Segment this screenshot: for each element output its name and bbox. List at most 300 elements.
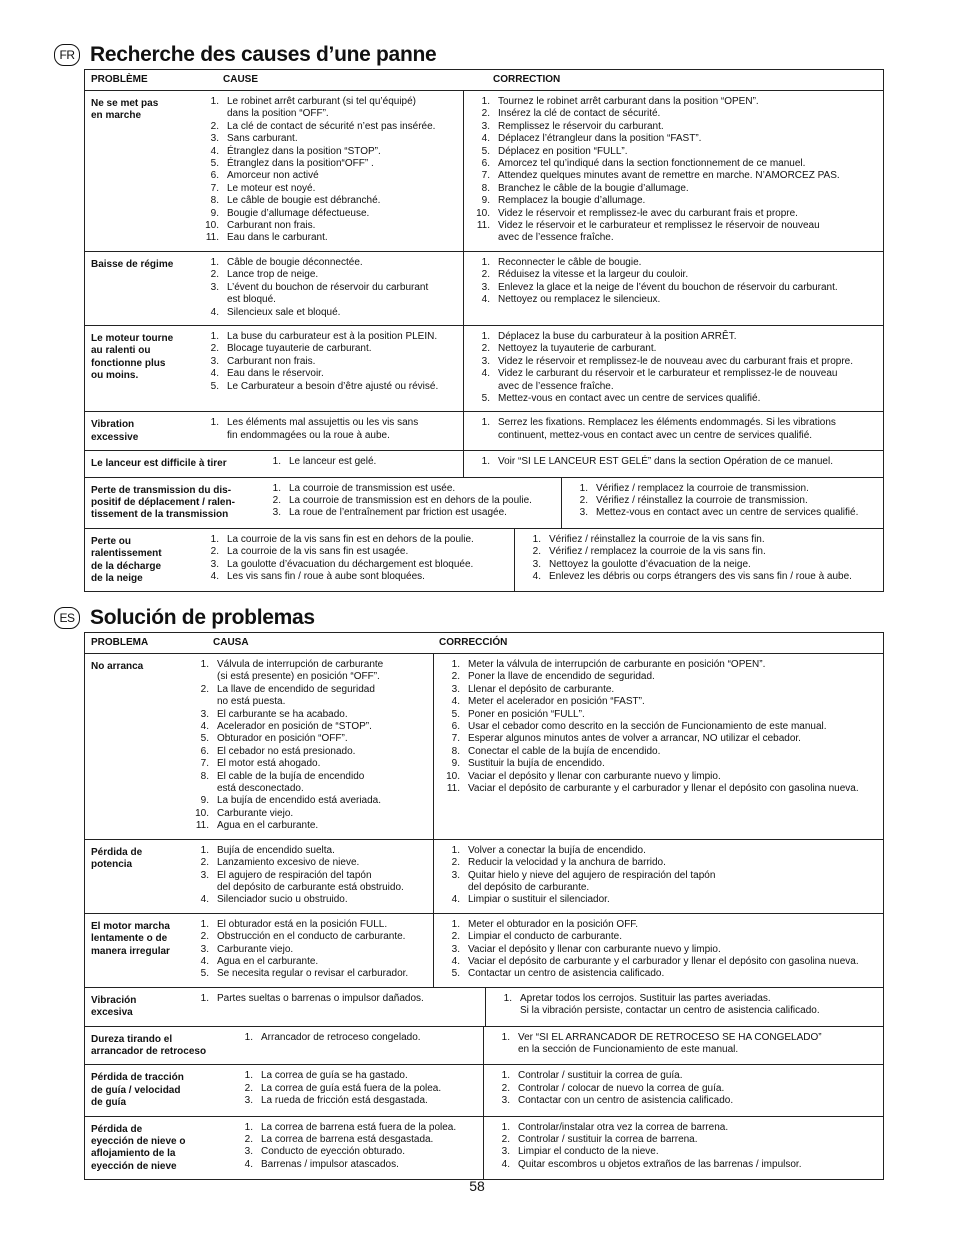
correction-cell bbox=[433, 840, 883, 913]
item-number: 6. bbox=[451, 721, 460, 733]
list-item bbox=[183, 870, 431, 895]
list-item bbox=[464, 356, 881, 368]
list-item bbox=[183, 956, 431, 968]
item-number: 1. bbox=[210, 417, 219, 429]
table-row bbox=[85, 451, 883, 477]
problem-cell: Le moteur tourne au ralenti ou fonctionne plus ou moins. bbox=[91, 332, 174, 382]
table-row bbox=[85, 654, 883, 840]
list-item bbox=[193, 381, 461, 393]
list-item bbox=[434, 709, 881, 721]
item-text: Serrez les fixations. Remplacez les éléments endommagés. Si les vibrations continuent, mettez-vous en contact avec un centre de services qualifié. bbox=[498, 417, 836, 441]
item-number: 3. bbox=[501, 1146, 510, 1158]
list-item bbox=[227, 1134, 481, 1146]
item-text: Reducir la velocidad y la anchura de barrido. bbox=[468, 857, 666, 869]
item-text: Blocage tuyauterie de carburant. bbox=[227, 343, 372, 355]
item-text: La correa de guía se ha gastado. bbox=[261, 1070, 408, 1082]
item-text: Reconnecter le câble de bougie. bbox=[498, 256, 642, 268]
list-item bbox=[193, 269, 461, 281]
item-text: La correa de barrena está fuera de la polea. bbox=[261, 1121, 457, 1133]
item-text: Contactar con un centro de asistencia calificado. bbox=[518, 1095, 734, 1107]
item-text: Étranglez dans la position“OFF” . bbox=[227, 158, 374, 170]
item-number: 8. bbox=[481, 182, 490, 194]
list-item bbox=[464, 133, 881, 145]
list-item bbox=[227, 1122, 481, 1134]
item-text: Meter el acelerador en posición “FAST”. bbox=[468, 696, 645, 708]
item-number: 9. bbox=[481, 195, 490, 207]
item-text: Vaciar el depósito y llenar con carburante nuevo y limpio. bbox=[468, 943, 721, 955]
item-text: Déplacez l’étrangleur dans la position “FAST”. bbox=[498, 133, 702, 145]
item-text: La clé de contact de sécurité n’est pas insérée. bbox=[227, 120, 436, 132]
list-item bbox=[484, 1070, 881, 1082]
item-text: Controlar/instalar otra vez la correa de barrena. bbox=[518, 1121, 729, 1133]
item-number: 2. bbox=[579, 494, 588, 506]
list-item bbox=[515, 559, 881, 571]
item-text: Eau dans le réservoir. bbox=[227, 368, 324, 380]
item-number: 2. bbox=[481, 343, 490, 355]
cause-cell bbox=[193, 252, 463, 325]
item-number: 8. bbox=[210, 195, 219, 207]
list-item bbox=[434, 733, 881, 745]
list-item bbox=[434, 659, 881, 671]
list-item bbox=[193, 546, 512, 558]
item-number: 4. bbox=[210, 571, 219, 582]
item-number: 1. bbox=[210, 330, 219, 342]
list-item bbox=[183, 721, 431, 733]
item-text: Vérifiez / remplacez la courroie de la vis sans fin. bbox=[549, 546, 766, 558]
list-item bbox=[434, 944, 881, 956]
item-text: Branchez le câble de la bougie d’allumage. bbox=[498, 182, 689, 194]
item-number: 4. bbox=[244, 1158, 253, 1170]
item-text: Conducto de eyección obturado. bbox=[261, 1146, 405, 1158]
cause-cell bbox=[255, 451, 463, 476]
list-item bbox=[183, 795, 431, 807]
cause-cell bbox=[193, 529, 514, 592]
list-item bbox=[434, 746, 881, 758]
item-text: Poner en posición “FULL”. bbox=[468, 708, 585, 720]
item-number: 2. bbox=[532, 546, 541, 558]
item-text: Conectar el cable de la bujía de encendido. bbox=[468, 745, 661, 757]
item-text: Esperar algunos minutos antes de volver a arrancar, NO utilizar el cebador. bbox=[468, 733, 801, 745]
item-text: Se necesita regular o revisar el carburador. bbox=[217, 968, 409, 980]
cause-cell bbox=[183, 840, 433, 913]
item-text: Eau dans le carburant. bbox=[227, 232, 328, 244]
list-item bbox=[464, 146, 881, 158]
item-number: 1. bbox=[200, 992, 209, 1004]
header-cause: CAUSA bbox=[213, 637, 249, 648]
list-item bbox=[193, 158, 461, 170]
item-number: 6. bbox=[200, 745, 209, 757]
list-item bbox=[434, 783, 881, 795]
list-item bbox=[183, 931, 431, 943]
item-text: Carburant non frais. bbox=[227, 355, 316, 367]
item-number: 2. bbox=[451, 857, 460, 869]
item-text: Volver a conectar la bujía de encendido. bbox=[468, 844, 646, 856]
item-text: Sustituir la bujía de encendido. bbox=[468, 758, 605, 770]
item-number: 3. bbox=[244, 1146, 253, 1158]
list-item bbox=[227, 1146, 481, 1158]
list-item bbox=[434, 894, 881, 906]
table-header bbox=[85, 70, 883, 91]
item-number: 4. bbox=[481, 368, 490, 380]
list-item bbox=[255, 495, 559, 507]
list-item bbox=[464, 121, 881, 133]
table-row bbox=[85, 1065, 883, 1116]
item-text: Nettoyez la tuyauterie de carburant. bbox=[498, 343, 657, 355]
item-number: 3. bbox=[451, 683, 460, 695]
cause-cell bbox=[255, 478, 561, 528]
list-item bbox=[464, 195, 881, 207]
header-problem: PROBLÈME bbox=[91, 74, 148, 85]
item-number: 3. bbox=[200, 869, 209, 881]
item-number: 7. bbox=[481, 170, 490, 182]
list-item bbox=[464, 257, 881, 269]
item-number: 1. bbox=[244, 1121, 253, 1133]
item-text: Limpiar o sustituir el silenciador. bbox=[468, 894, 610, 906]
item-number: 7. bbox=[210, 182, 219, 194]
item-text: Ver “SI EL ARRANCADOR DE RETROCESO SE HA CONGELADO” en la sección de Funcionamiento de este manual. bbox=[518, 1031, 822, 1055]
item-number: 1. bbox=[481, 417, 490, 429]
correction-cell bbox=[463, 326, 883, 411]
list-item bbox=[434, 845, 881, 857]
item-number: 10. bbox=[205, 220, 219, 232]
item-number: 10. bbox=[476, 207, 490, 219]
list-item bbox=[193, 571, 512, 583]
item-number: 3. bbox=[481, 355, 490, 367]
item-number: 1. bbox=[532, 533, 541, 545]
item-text: Meter la válvula de interrupción de carburante en posición “OPEN”. bbox=[468, 659, 766, 670]
item-number: 4. bbox=[200, 955, 209, 967]
problem-cell: Vibration excessive bbox=[91, 419, 139, 443]
list-item bbox=[434, 771, 881, 783]
list-item bbox=[562, 495, 881, 507]
item-text: Câble de bougie déconnectée. bbox=[227, 256, 363, 268]
item-text: Limpiar el conducto de la nieve. bbox=[518, 1146, 659, 1158]
item-number: 2. bbox=[210, 546, 219, 558]
item-text: El agujero de respiración del tapón del depósito de carburante está obstruido. bbox=[217, 869, 404, 893]
item-text: La correa de barrena está desgastada. bbox=[261, 1134, 434, 1145]
table-row bbox=[85, 412, 883, 451]
item-number: 2. bbox=[244, 1134, 253, 1145]
item-number: 3. bbox=[579, 507, 588, 519]
item-text: Vérifiez / remplacez la courroie de transmission. bbox=[596, 482, 809, 494]
item-number: 2. bbox=[200, 683, 209, 695]
item-number: 5. bbox=[481, 145, 490, 157]
page-number: 58 bbox=[469, 1178, 485, 1194]
cause-cell bbox=[183, 988, 485, 1026]
item-text: Les vis sans fin / roue à aube sont bloquées. bbox=[227, 571, 425, 582]
correction-cell bbox=[463, 252, 883, 325]
item-number: 1. bbox=[501, 1031, 510, 1043]
section-es bbox=[59, 604, 884, 1180]
item-text: Amorcez tel qu’indiqué dans la section fonctionnement de ce manuel. bbox=[498, 158, 806, 170]
item-text: Lance trop de neige. bbox=[227, 269, 319, 281]
item-text: Bougie d’allumage défectueuse. bbox=[227, 207, 370, 219]
list-item bbox=[434, 919, 881, 931]
item-number: 4. bbox=[200, 721, 209, 733]
correction-cell bbox=[483, 1117, 883, 1180]
item-number: 2. bbox=[272, 494, 281, 506]
item-number: 1. bbox=[481, 256, 490, 268]
item-text: La roue de l’entraînement par friction est usagée. bbox=[289, 507, 507, 519]
item-number: 1. bbox=[200, 844, 209, 856]
list-item bbox=[193, 133, 461, 145]
cause-cell bbox=[227, 1027, 483, 1065]
item-text: Silenciador sucio u obstruido. bbox=[217, 894, 348, 906]
table-row bbox=[85, 529, 883, 592]
item-text: Nettoyez ou remplacez le silencieux. bbox=[498, 294, 661, 306]
list-item bbox=[193, 232, 461, 244]
cause-cell bbox=[183, 654, 433, 839]
item-number: 7. bbox=[451, 733, 460, 745]
list-item bbox=[464, 393, 881, 405]
list-item bbox=[464, 269, 881, 281]
item-number: 3. bbox=[451, 869, 460, 881]
item-text: La courroie de la vis sans fin est en dehors de la poulie. bbox=[227, 533, 474, 545]
item-text: La rueda de fricción está desgastada. bbox=[261, 1095, 428, 1107]
item-text: Obturador en posición “OFF”. bbox=[217, 733, 348, 745]
list-item bbox=[193, 183, 461, 195]
item-number: 1. bbox=[501, 1070, 510, 1082]
item-number: 4. bbox=[451, 894, 460, 906]
list-item bbox=[484, 1083, 881, 1095]
problem-cell: No arranca bbox=[91, 661, 144, 672]
header-correction: CORRECTION bbox=[493, 74, 561, 85]
list-item bbox=[464, 108, 881, 120]
list-item bbox=[183, 968, 431, 980]
list-item bbox=[193, 146, 461, 158]
correction-cell bbox=[514, 529, 883, 592]
list-item bbox=[183, 845, 431, 857]
item-text: Enlevez la glace et la neige de l’évent du bouchon de réservoir du carburant. bbox=[498, 281, 838, 293]
list-item bbox=[183, 709, 431, 721]
item-number: 4. bbox=[210, 145, 219, 157]
list-item bbox=[193, 220, 461, 232]
item-text: Le lanceur est gelé. bbox=[289, 456, 377, 468]
item-number: 5. bbox=[210, 380, 219, 392]
correction-cell bbox=[463, 412, 883, 450]
list-item bbox=[484, 1159, 881, 1171]
list-item bbox=[193, 368, 461, 380]
item-number: 2. bbox=[451, 931, 460, 943]
item-text: Controlar / colocar de nuevo la correa de guía. bbox=[518, 1082, 725, 1094]
cause-cell bbox=[183, 914, 433, 987]
list-item bbox=[193, 257, 461, 269]
item-text: Tournez le robinet arrêt carburant dans la position “OPEN”. bbox=[498, 96, 759, 107]
list-item bbox=[193, 195, 461, 207]
item-text: Agua en el carburante. bbox=[217, 955, 319, 967]
section-title-bar bbox=[59, 41, 884, 69]
list-item bbox=[183, 820, 431, 832]
list-item bbox=[255, 507, 559, 519]
item-text: El obturador está en la posición FULL. bbox=[217, 918, 388, 930]
section-title-fr: Recherche des causes d’une panne bbox=[90, 43, 437, 66]
problem-cell: Perte de transmission du dis- positif de déplacement / ralen- tissement de la transmission bbox=[91, 484, 235, 521]
problem-cell: Pérdida de potencia bbox=[91, 846, 143, 871]
list-item bbox=[484, 1134, 881, 1146]
item-number: 4. bbox=[451, 955, 460, 967]
item-number: 8. bbox=[451, 745, 460, 757]
item-text: Acelerador en posición de “STOP”. bbox=[217, 721, 372, 733]
item-number: 7. bbox=[200, 758, 209, 770]
table-row bbox=[85, 914, 883, 988]
item-number: 4. bbox=[451, 696, 460, 708]
list-item bbox=[434, 684, 881, 696]
item-number: 2. bbox=[210, 120, 219, 132]
item-text: Le câble de bougie est débranché. bbox=[227, 195, 381, 207]
item-number: 2. bbox=[481, 108, 490, 120]
list-item bbox=[484, 1032, 881, 1057]
item-number: 5. bbox=[451, 968, 460, 980]
item-text: Remplacez la bougie d’allumage. bbox=[498, 195, 646, 207]
list-item bbox=[484, 1095, 881, 1107]
item-text: Lanzamiento excesivo de nieve. bbox=[217, 857, 360, 869]
list-item bbox=[484, 1146, 881, 1158]
header-correction: CORRECCIÓN bbox=[439, 637, 508, 648]
correction-cell bbox=[483, 1027, 883, 1065]
item-text: La courroie de transmission est en dehors de la poulie. bbox=[289, 494, 532, 506]
section-title-es: Solución de problemas bbox=[90, 606, 315, 629]
list-item bbox=[434, 696, 881, 708]
item-text: Étranglez dans la position “STOP”. bbox=[227, 145, 381, 157]
item-number: 4. bbox=[532, 571, 541, 582]
item-number: 1. bbox=[210, 96, 219, 107]
table-row bbox=[85, 326, 883, 412]
item-text: Llenar el depósito de carburante. bbox=[468, 683, 615, 695]
table-row bbox=[85, 478, 883, 529]
item-text: Enlevez les débris ou corps étrangers des vis sans fin / roue à aube. bbox=[549, 571, 852, 582]
list-item bbox=[183, 857, 431, 869]
cause-cell bbox=[227, 1065, 483, 1115]
item-number: 1. bbox=[481, 330, 490, 342]
cause-cell bbox=[193, 91, 463, 251]
list-item bbox=[464, 417, 881, 442]
item-number: 1. bbox=[200, 918, 209, 930]
item-text: Remplissez le réservoir du carburant. bbox=[498, 120, 664, 132]
item-text: Amorceur non activé bbox=[227, 170, 319, 182]
list-item bbox=[255, 483, 559, 495]
correction-cell bbox=[485, 988, 883, 1026]
item-text: La courroie de la vis sans fin est usagée. bbox=[227, 546, 409, 558]
item-text: Limpiar el conducto de carburante. bbox=[468, 931, 622, 943]
item-text: Controlar / sustituir la correa de barrena. bbox=[518, 1134, 698, 1145]
item-number: 9. bbox=[451, 758, 460, 770]
list-item bbox=[434, 870, 881, 895]
item-text: Videz le réservoir et le carburateur et remplissez le réservoir de nouveau avec de l’essence fraîche. bbox=[498, 220, 820, 244]
item-text: La courroie de transmission est usée. bbox=[289, 482, 456, 494]
cause-cell bbox=[227, 1117, 483, 1180]
list-item bbox=[193, 307, 461, 319]
list-item bbox=[183, 758, 431, 770]
list-item bbox=[227, 1095, 481, 1107]
item-number: 5. bbox=[451, 708, 460, 720]
item-number: 4. bbox=[501, 1158, 510, 1170]
list-item bbox=[464, 368, 881, 393]
list-item bbox=[193, 356, 461, 368]
list-item bbox=[255, 456, 461, 468]
item-text: Vaciar el depósito y llenar con carburante nuevo y limpio. bbox=[468, 770, 721, 782]
list-item bbox=[434, 968, 881, 980]
item-text: La llave de encendido de seguridad no está puesta. bbox=[217, 683, 375, 708]
item-text: Carburante viejo. bbox=[217, 807, 294, 819]
item-text: Apretar todos los cerrojos. Sustituir las partes averiadas. Si la vibración persiste, contactar un centro de asistencia calificado. bbox=[520, 992, 820, 1017]
item-text: Quitar hielo y nieve del agujero de respiración del tapón del depósito de carburante. bbox=[468, 869, 716, 893]
correction-cell bbox=[433, 654, 883, 839]
item-text: Insérez la clé de contact de sécurité. bbox=[498, 108, 661, 120]
item-text: Videz le réservoir et remplissez-le avec du carburant frais et propre. bbox=[498, 207, 798, 219]
item-text: Controlar / sustituir la correa de guía. bbox=[518, 1070, 683, 1082]
problem-cell: Baisse de régime bbox=[91, 258, 174, 270]
item-number: 3. bbox=[272, 507, 281, 519]
table-row bbox=[85, 988, 883, 1027]
item-number: 2. bbox=[200, 931, 209, 943]
list-item bbox=[183, 746, 431, 758]
list-item bbox=[464, 220, 881, 245]
list-item bbox=[464, 456, 881, 468]
item-number: 5. bbox=[200, 733, 209, 745]
table-row bbox=[85, 252, 883, 326]
item-number: 1. bbox=[272, 482, 281, 494]
item-text: La bujía de encendido está averiada. bbox=[217, 795, 382, 807]
item-number: 3. bbox=[210, 355, 219, 367]
language-badge-fr: FR bbox=[54, 44, 80, 66]
item-number: 11. bbox=[446, 783, 460, 795]
item-number: 1. bbox=[501, 1121, 510, 1133]
list-item bbox=[193, 208, 461, 220]
item-number: 6. bbox=[481, 158, 490, 170]
item-number: 1. bbox=[451, 844, 460, 856]
language-badge-es: ES bbox=[54, 607, 80, 629]
list-item bbox=[193, 534, 512, 546]
problem-cell: Pérdida de eyección de nieve o aflojamiento de la eyección de nieve bbox=[91, 1123, 186, 1172]
table-row bbox=[85, 91, 883, 252]
item-number: 2. bbox=[210, 343, 219, 355]
correction-cell bbox=[463, 451, 883, 476]
list-item bbox=[484, 1122, 881, 1134]
list-item bbox=[515, 571, 881, 583]
list-item bbox=[464, 282, 881, 294]
item-number: 1. bbox=[481, 456, 490, 468]
item-text: Vaciar el depósito de carburante y el carburador y llenar el depósito con gasolina nueva. bbox=[468, 783, 859, 795]
list-item bbox=[464, 96, 881, 108]
item-text: Videz le réservoir et remplissez-le de nouveau avec du carburant frais et propre. bbox=[498, 355, 853, 367]
item-number: 5. bbox=[481, 392, 490, 404]
header-problem: PROBLEMA bbox=[91, 637, 149, 648]
item-number: 2. bbox=[481, 269, 490, 281]
problem-cell: Le lanceur est difficile à tirer bbox=[91, 458, 227, 470]
item-number: 4. bbox=[200, 894, 209, 906]
list-item bbox=[193, 170, 461, 182]
item-text: Poner la llave de encendido de seguridad. bbox=[468, 671, 655, 683]
item-text: Mettez-vous en contact avec un centre de services qualifié. bbox=[596, 507, 859, 519]
item-number: 11. bbox=[195, 820, 209, 832]
list-item bbox=[193, 282, 461, 307]
item-number: 2. bbox=[451, 671, 460, 683]
item-number: 1. bbox=[503, 992, 512, 1004]
item-number: 3. bbox=[481, 281, 490, 293]
item-number: 9. bbox=[200, 795, 209, 807]
list-item bbox=[193, 121, 461, 133]
item-text: El motor está ahogado. bbox=[217, 758, 321, 770]
item-number: 1. bbox=[579, 482, 588, 494]
problem-cell: Vibración excesiva bbox=[91, 994, 137, 1019]
item-number: 1. bbox=[451, 918, 460, 930]
table-row bbox=[85, 1117, 883, 1180]
item-text: Les éléments mal assujettis ou les vis sans fin endommagées ou la roue à aube. bbox=[227, 417, 419, 441]
troubleshooting-table-es bbox=[84, 632, 884, 1180]
list-item bbox=[193, 417, 461, 442]
list-item bbox=[193, 331, 461, 343]
list-item bbox=[515, 534, 881, 546]
